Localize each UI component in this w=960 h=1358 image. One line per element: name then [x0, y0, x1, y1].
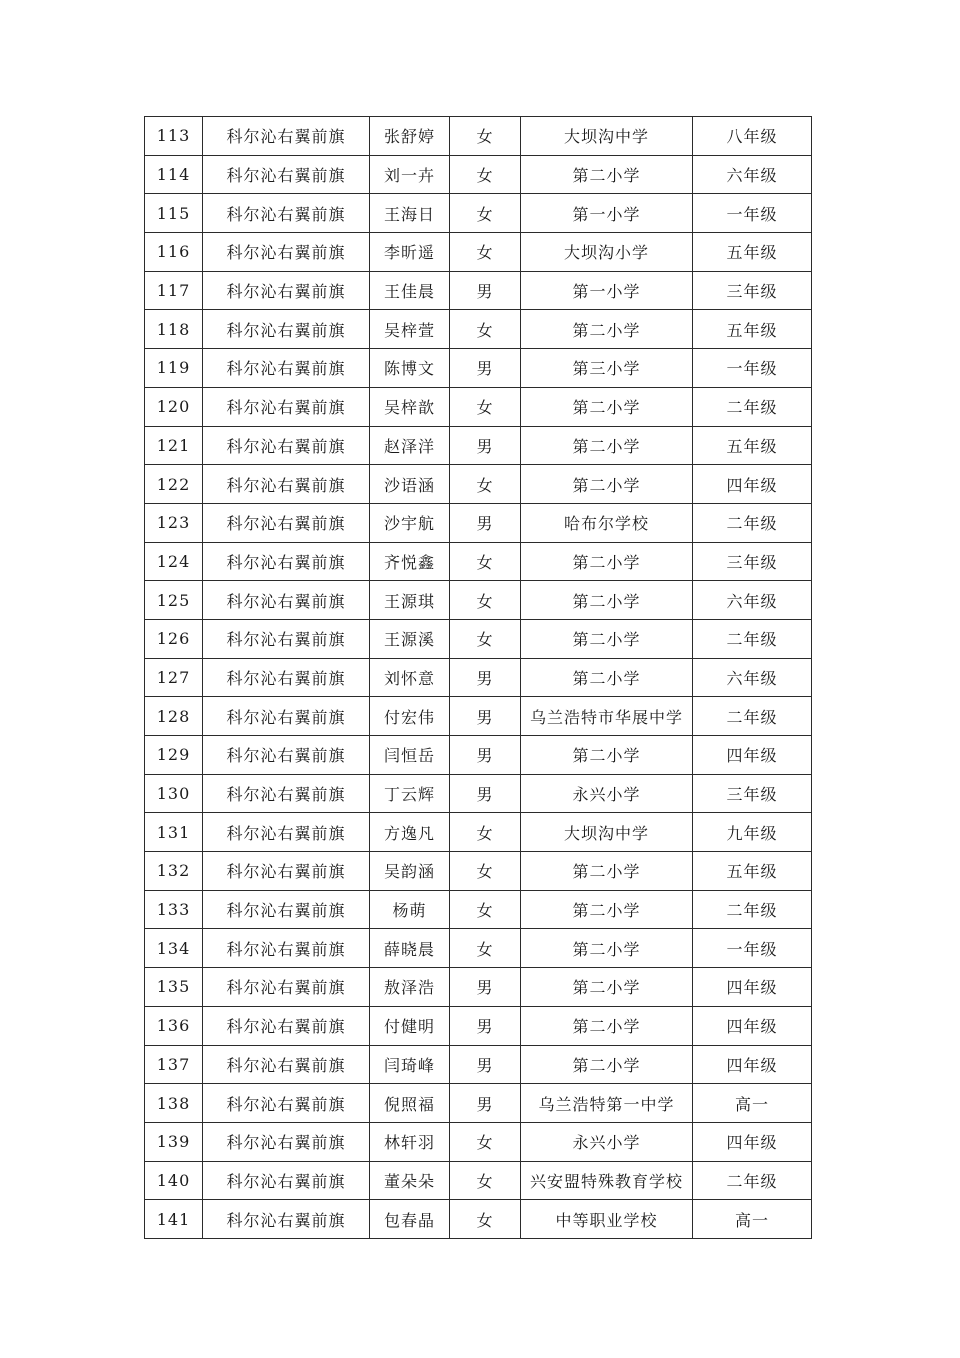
grade-cell: 九年级: [693, 813, 812, 852]
grade-cell: 五年级: [693, 233, 812, 272]
table-row: [145, 349, 812, 388]
row-number-cell: 132: [145, 852, 203, 891]
school-cell: 第二小学: [521, 1006, 693, 1045]
grade-cell: 四年级: [693, 968, 812, 1007]
county-cell: 科尔沁右翼前旗: [203, 968, 370, 1007]
row-number-cell: 122: [145, 465, 203, 504]
table-row: [145, 774, 812, 813]
grade-cell: 四年级: [693, 465, 812, 504]
county-cell: 科尔沁右翼前旗: [203, 503, 370, 542]
gender-cell: 女: [450, 233, 521, 272]
school-cell: 大坝沟小学: [521, 233, 693, 272]
grade-cell: 四年级: [693, 1045, 812, 1084]
grade-cell: 一年级: [693, 194, 812, 233]
grade-cell: 高一: [693, 1084, 812, 1123]
county-cell: 科尔沁右翼前旗: [203, 813, 370, 852]
county-cell: 科尔沁右翼前旗: [203, 194, 370, 233]
table-row: [145, 697, 812, 736]
row-number-cell: 136: [145, 1006, 203, 1045]
county-cell: 科尔沁右翼前旗: [203, 310, 370, 349]
student-name-cell: 倪照福: [370, 1084, 450, 1123]
row-number-cell: 127: [145, 658, 203, 697]
row-number-cell: 138: [145, 1084, 203, 1123]
school-cell: 第二小学: [521, 387, 693, 426]
table-row: [145, 581, 812, 620]
school-cell: 第二小学: [521, 1045, 693, 1084]
gender-cell: 女: [450, 542, 521, 581]
row-number-cell: 125: [145, 581, 203, 620]
school-cell: 第二小学: [521, 852, 693, 891]
row-number-cell: 131: [145, 813, 203, 852]
table-row: [145, 813, 812, 852]
school-cell: 中等职业学校: [521, 1200, 693, 1239]
gender-cell: 女: [450, 929, 521, 968]
school-cell: 第一小学: [521, 194, 693, 233]
student-roster-table: [144, 116, 812, 1239]
table-row: [145, 387, 812, 426]
student-name-cell: 吴梓歆: [370, 387, 450, 426]
county-cell: 科尔沁右翼前旗: [203, 387, 370, 426]
grade-cell: 四年级: [693, 1122, 812, 1161]
student-name-cell: 王源溪: [370, 619, 450, 658]
gender-cell: 男: [450, 1084, 521, 1123]
row-number-cell: 123: [145, 503, 203, 542]
table-row: [145, 503, 812, 542]
table-row: [145, 426, 812, 465]
grade-cell: 六年级: [693, 581, 812, 620]
county-cell: 科尔沁右翼前旗: [203, 1122, 370, 1161]
school-cell: 第二小学: [521, 929, 693, 968]
gender-cell: 男: [450, 349, 521, 388]
student-name-cell: 吴韵涵: [370, 852, 450, 891]
school-cell: 第二小学: [521, 426, 693, 465]
grade-cell: 高一: [693, 1200, 812, 1239]
row-number-cell: 139: [145, 1122, 203, 1161]
school-cell: 乌兰浩特市华展中学: [521, 697, 693, 736]
table-row: [145, 271, 812, 310]
student-name-cell: 董朵朵: [370, 1161, 450, 1200]
row-number-cell: 140: [145, 1161, 203, 1200]
grade-cell: 二年级: [693, 890, 812, 929]
county-cell: 科尔沁右翼前旗: [203, 465, 370, 504]
county-cell: 科尔沁右翼前旗: [203, 658, 370, 697]
student-name-cell: 闫琦峰: [370, 1045, 450, 1084]
gender-cell: 女: [450, 1200, 521, 1239]
gender-cell: 男: [450, 774, 521, 813]
row-number-cell: 113: [145, 117, 203, 156]
row-number-cell: 119: [145, 349, 203, 388]
student-name-cell: 赵泽洋: [370, 426, 450, 465]
gender-cell: 男: [450, 658, 521, 697]
county-cell: 科尔沁右翼前旗: [203, 619, 370, 658]
school-cell: 第二小学: [521, 968, 693, 1007]
table-row: [145, 310, 812, 349]
student-name-cell: 刘一卉: [370, 155, 450, 194]
student-name-cell: 杨萌: [370, 890, 450, 929]
gender-cell: 女: [450, 465, 521, 504]
gender-cell: 女: [450, 581, 521, 620]
gender-cell: 女: [450, 1161, 521, 1200]
student-name-cell: 付健明: [370, 1006, 450, 1045]
county-cell: 科尔沁右翼前旗: [203, 1045, 370, 1084]
student-name-cell: 刘怀意: [370, 658, 450, 697]
county-cell: 科尔沁右翼前旗: [203, 697, 370, 736]
gender-cell: 女: [450, 619, 521, 658]
row-number-cell: 129: [145, 736, 203, 775]
table-row: [145, 155, 812, 194]
grade-cell: 六年级: [693, 155, 812, 194]
row-number-cell: 115: [145, 194, 203, 233]
school-cell: 第二小学: [521, 465, 693, 504]
grade-cell: 八年级: [693, 117, 812, 156]
county-cell: 科尔沁右翼前旗: [203, 233, 370, 272]
row-number-cell: 120: [145, 387, 203, 426]
table-row: [145, 1161, 812, 1200]
gender-cell: 女: [450, 1122, 521, 1161]
grade-cell: 六年级: [693, 658, 812, 697]
student-name-cell: 齐悦鑫: [370, 542, 450, 581]
grade-cell: 二年级: [693, 619, 812, 658]
student-name-cell: 王佳晨: [370, 271, 450, 310]
table-row: [145, 852, 812, 891]
student-name-cell: 王海日: [370, 194, 450, 233]
student-name-cell: 吴梓萱: [370, 310, 450, 349]
school-cell: 第二小学: [521, 581, 693, 620]
grade-cell: 二年级: [693, 387, 812, 426]
gender-cell: 女: [450, 890, 521, 929]
grade-cell: 三年级: [693, 271, 812, 310]
school-cell: 兴安盟特殊教育学校: [521, 1161, 693, 1200]
gender-cell: 女: [450, 852, 521, 891]
grade-cell: 四年级: [693, 1006, 812, 1045]
gender-cell: 男: [450, 503, 521, 542]
grade-cell: 四年级: [693, 736, 812, 775]
school-cell: 第二小学: [521, 890, 693, 929]
student-name-cell: 沙语涵: [370, 465, 450, 504]
row-number-cell: 116: [145, 233, 203, 272]
county-cell: 科尔沁右翼前旗: [203, 117, 370, 156]
row-number-cell: 124: [145, 542, 203, 581]
gender-cell: 女: [450, 813, 521, 852]
gender-cell: 男: [450, 697, 521, 736]
row-number-cell: 130: [145, 774, 203, 813]
table-row: [145, 117, 812, 156]
row-number-cell: 128: [145, 697, 203, 736]
school-cell: 第三小学: [521, 349, 693, 388]
student-name-cell: 薛晓晨: [370, 929, 450, 968]
grade-cell: 二年级: [693, 697, 812, 736]
grade-cell: 二年级: [693, 503, 812, 542]
student-name-cell: 丁云辉: [370, 774, 450, 813]
grade-cell: 五年级: [693, 310, 812, 349]
grade-cell: 二年级: [693, 1161, 812, 1200]
row-number-cell: 134: [145, 929, 203, 968]
grade-cell: 五年级: [693, 852, 812, 891]
grade-cell: 三年级: [693, 774, 812, 813]
school-cell: 大坝沟中学: [521, 117, 693, 156]
row-number-cell: 141: [145, 1200, 203, 1239]
table-row: [145, 1006, 812, 1045]
county-cell: 科尔沁右翼前旗: [203, 1084, 370, 1123]
school-cell: 第二小学: [521, 155, 693, 194]
grade-cell: 三年级: [693, 542, 812, 581]
gender-cell: 女: [450, 117, 521, 156]
county-cell: 科尔沁右翼前旗: [203, 155, 370, 194]
row-number-cell: 126: [145, 619, 203, 658]
table-row: [145, 1084, 812, 1123]
county-cell: 科尔沁右翼前旗: [203, 774, 370, 813]
county-cell: 科尔沁右翼前旗: [203, 1161, 370, 1200]
county-cell: 科尔沁右翼前旗: [203, 890, 370, 929]
table-row: [145, 736, 812, 775]
gender-cell: 女: [450, 194, 521, 233]
school-cell: 第二小学: [521, 658, 693, 697]
table-row: [145, 1122, 812, 1161]
school-cell: 第一小学: [521, 271, 693, 310]
table-row: [145, 542, 812, 581]
gender-cell: 男: [450, 736, 521, 775]
school-cell: 第二小学: [521, 736, 693, 775]
school-cell: 乌兰浩特第一中学: [521, 1084, 693, 1123]
county-cell: 科尔沁右翼前旗: [203, 852, 370, 891]
table-row: [145, 619, 812, 658]
gender-cell: 女: [450, 155, 521, 194]
school-cell: 第二小学: [521, 542, 693, 581]
table-row: [145, 890, 812, 929]
student-name-cell: 王源琪: [370, 581, 450, 620]
county-cell: 科尔沁右翼前旗: [203, 542, 370, 581]
table-row: [145, 465, 812, 504]
county-cell: 科尔沁右翼前旗: [203, 581, 370, 620]
table-row: [145, 929, 812, 968]
county-cell: 科尔沁右翼前旗: [203, 349, 370, 388]
county-cell: 科尔沁右翼前旗: [203, 929, 370, 968]
grade-cell: 一年级: [693, 349, 812, 388]
row-number-cell: 121: [145, 426, 203, 465]
gender-cell: 男: [450, 968, 521, 1007]
student-name-cell: 沙宇航: [370, 503, 450, 542]
student-name-cell: 闫恒岳: [370, 736, 450, 775]
gender-cell: 男: [450, 271, 521, 310]
row-number-cell: 117: [145, 271, 203, 310]
table-row: [145, 968, 812, 1007]
school-cell: 大坝沟中学: [521, 813, 693, 852]
school-cell: 哈布尔学校: [521, 503, 693, 542]
county-cell: 科尔沁右翼前旗: [203, 426, 370, 465]
table-row: [145, 233, 812, 272]
gender-cell: 男: [450, 1006, 521, 1045]
gender-cell: 女: [450, 387, 521, 426]
grade-cell: 五年级: [693, 426, 812, 465]
student-name-cell: 付宏伟: [370, 697, 450, 736]
row-number-cell: 133: [145, 890, 203, 929]
gender-cell: 男: [450, 426, 521, 465]
county-cell: 科尔沁右翼前旗: [203, 1006, 370, 1045]
student-name-cell: 敖泽浩: [370, 968, 450, 1007]
student-name-cell: 包春晶: [370, 1200, 450, 1239]
table-row: [145, 1200, 812, 1239]
student-name-cell: 李昕遥: [370, 233, 450, 272]
school-cell: 第二小学: [521, 619, 693, 658]
roster-body: [145, 117, 812, 1239]
table-row: [145, 1045, 812, 1084]
school-cell: 永兴小学: [521, 774, 693, 813]
gender-cell: 女: [450, 310, 521, 349]
gender-cell: 男: [450, 1045, 521, 1084]
row-number-cell: 137: [145, 1045, 203, 1084]
table-row: [145, 194, 812, 233]
county-cell: 科尔沁右翼前旗: [203, 1200, 370, 1239]
school-cell: 永兴小学: [521, 1122, 693, 1161]
county-cell: 科尔沁右翼前旗: [203, 736, 370, 775]
student-name-cell: 陈博文: [370, 349, 450, 388]
school-cell: 第二小学: [521, 310, 693, 349]
county-cell: 科尔沁右翼前旗: [203, 271, 370, 310]
table-row: [145, 658, 812, 697]
student-name-cell: 方逸凡: [370, 813, 450, 852]
student-name-cell: 张舒婷: [370, 117, 450, 156]
row-number-cell: 118: [145, 310, 203, 349]
grade-cell: 一年级: [693, 929, 812, 968]
student-name-cell: 林轩羽: [370, 1122, 450, 1161]
row-number-cell: 114: [145, 155, 203, 194]
row-number-cell: 135: [145, 968, 203, 1007]
